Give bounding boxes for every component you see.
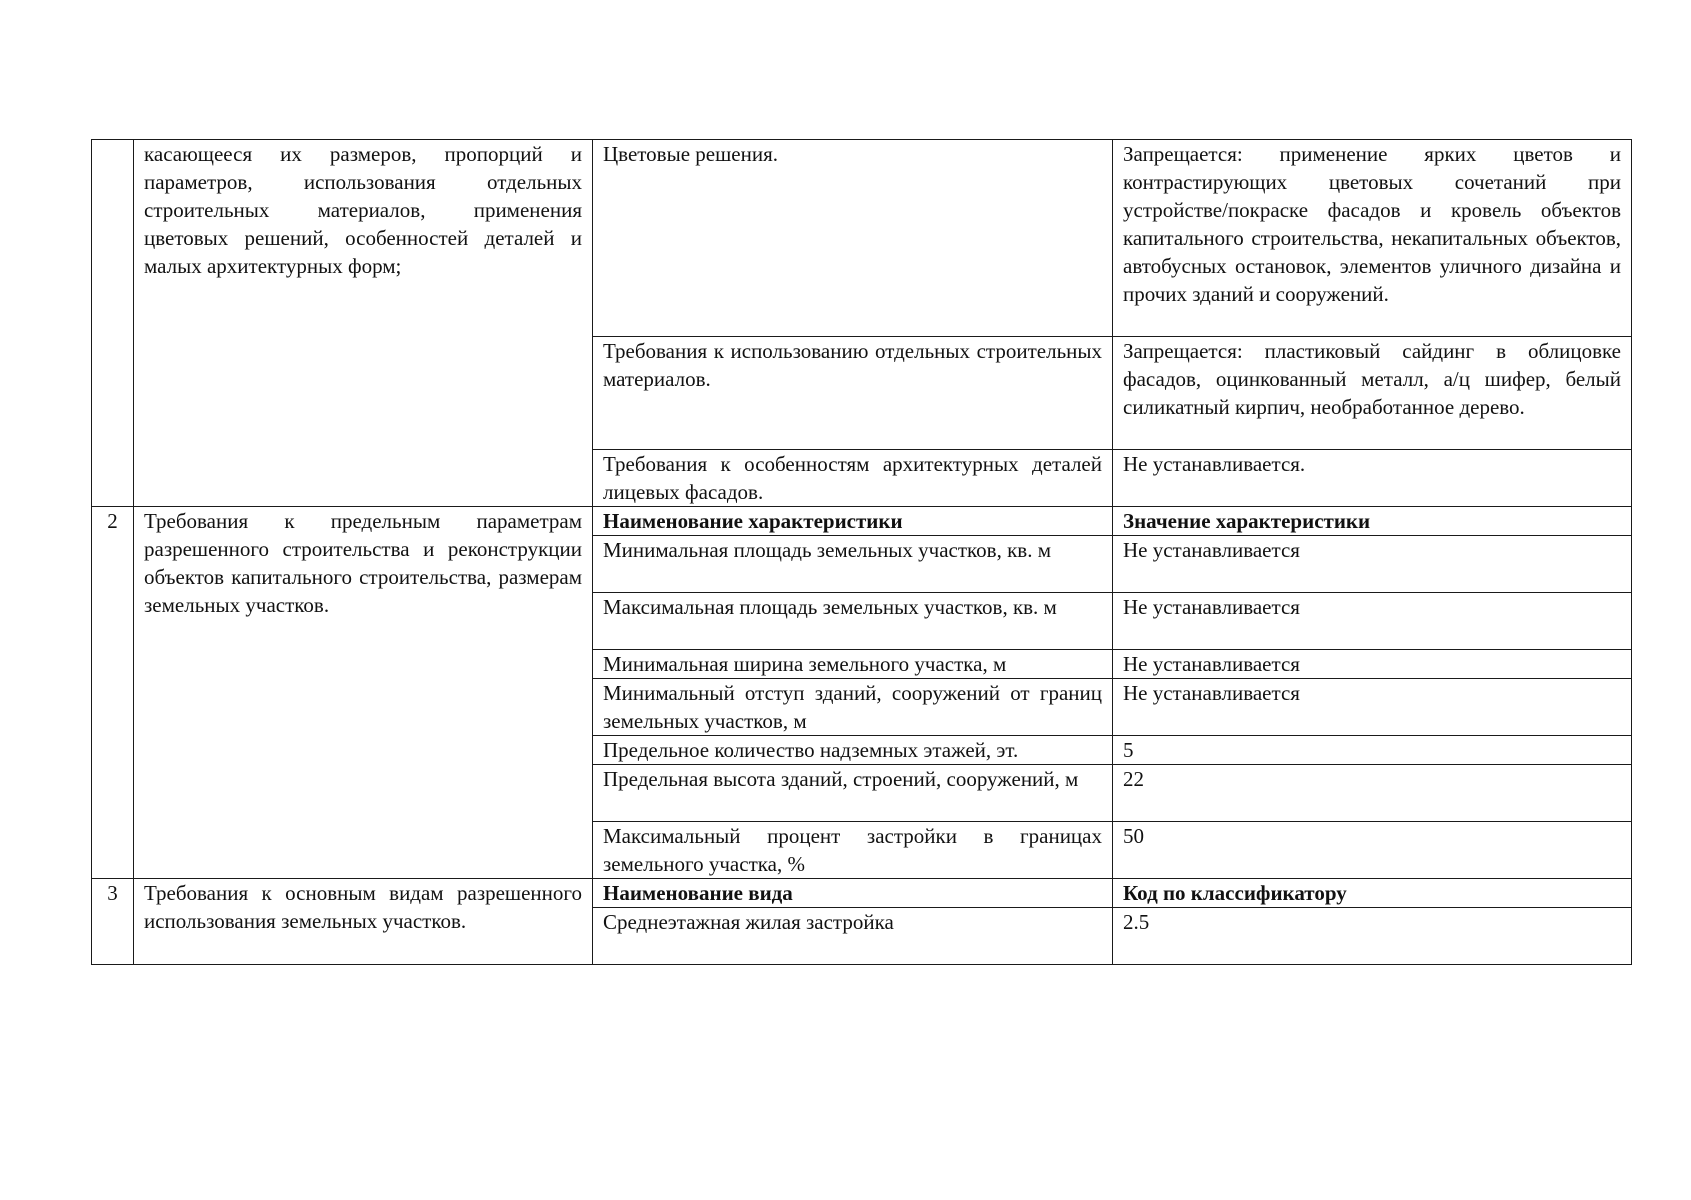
characteristic-value-cell: Не устанавливается [1113, 593, 1632, 650]
characteristic-value-cell: Запрещается: пластиковый сайдинг в облицовке фасадов, оцинкованный металл, а/ц шифер, белый силикатный кирпич, необработанное дерево. [1113, 337, 1632, 450]
characteristic-name-cell: Минимальная площадь земельных участков, кв. м [593, 536, 1113, 593]
requirement-cell: Требования к предельным параметрам разрешенного строительства и реконструкции объектов капитального строительства, размерам земельных участков. [134, 507, 593, 879]
characteristic-value-cell: 2.5 [1113, 908, 1632, 965]
table-row [92, 507, 1632, 536]
characteristic-value-cell: Запрещается: применение ярких цветов и контрастирующих цветовых сочетаний при устройстве/покраске фасадов и кровель объектов капитального строительства, некапитальных объектов, автобусных остановок, элементов уличного дизайна и прочих зданий и сооружений. [1113, 140, 1632, 337]
characteristic-name-cell: Цветовые решения. [593, 140, 1113, 337]
column-header-value: Значение характеристики [1113, 507, 1632, 536]
characteristic-value-cell: 22 [1113, 765, 1632, 822]
characteristic-value-cell: Не устанавливается [1113, 536, 1632, 593]
table-row [92, 140, 1632, 337]
row-number-cell [92, 140, 134, 507]
characteristic-name-cell: Минимальный отступ зданий, сооружений от границ земельных участков, м [593, 679, 1113, 736]
row-number-cell: 3 [92, 879, 134, 965]
characteristic-value-cell: Не устанавливается. [1113, 450, 1632, 507]
characteristic-value-cell: Не устанавливается [1113, 679, 1632, 736]
characteristic-value-cell: 5 [1113, 736, 1632, 765]
characteristic-name-cell: Максимальная площадь земельных участков, кв. м [593, 593, 1113, 650]
characteristic-name-cell: Предельное количество надземных этажей, эт. [593, 736, 1113, 765]
characteristic-name-cell: Среднеэтажная жилая застройка [593, 908, 1113, 965]
column-header-name: Наименование вида [593, 879, 1113, 908]
characteristic-value-cell: Не устанавливается [1113, 650, 1632, 679]
characteristic-name-cell: Максимальный процент застройки в границах земельного участка, % [593, 822, 1113, 879]
column-header-value: Код по классификатору [1113, 879, 1632, 908]
characteristic-value-cell: 50 [1113, 822, 1632, 879]
column-header-name: Наименование характеристики [593, 507, 1113, 536]
characteristic-name-cell: Требования к особенностям архитектурных деталей лицевых фасадов. [593, 450, 1113, 507]
characteristic-name-cell: Предельная высота зданий, строений, сооружений, м [593, 765, 1113, 822]
regulations-table [91, 139, 1632, 965]
characteristic-name-cell: Минимальная ширина земельного участка, м [593, 650, 1113, 679]
requirement-cell: Требования к основным видам разрешенного использования земельных участков. [134, 879, 593, 965]
table-row [92, 879, 1632, 908]
requirement-cell: касающееся их размеров, пропорций и параметров, использования отдельных строительных материалов, применения цветовых решений, особенностей деталей и малых архитектурных форм; [134, 140, 593, 507]
characteristic-name-cell: Требования к использованию отдельных строительных материалов. [593, 337, 1113, 450]
row-number-cell: 2 [92, 507, 134, 879]
